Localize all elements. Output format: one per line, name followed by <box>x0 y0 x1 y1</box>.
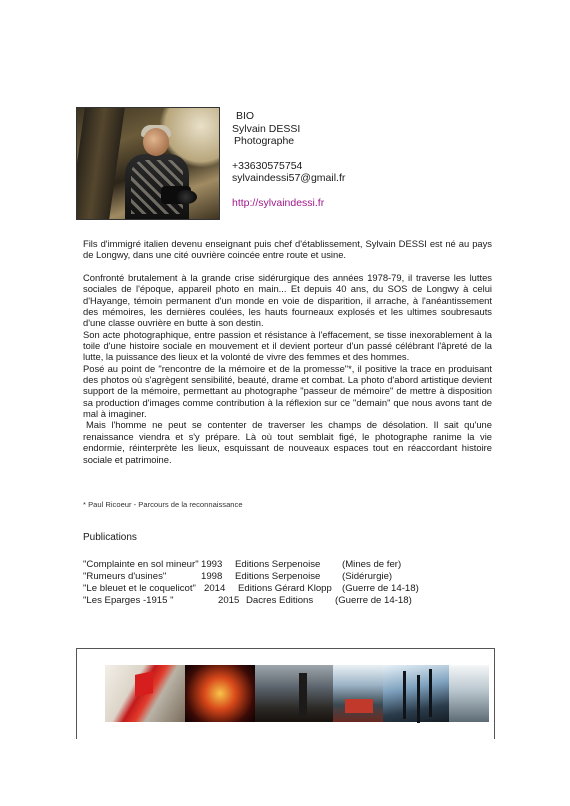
publication-publisher: Editions Serpenoise <box>235 571 321 582</box>
publication-publisher: Dacres Editions <box>246 595 314 606</box>
website-link[interactable]: http://sylvaindessi.fr <box>232 196 325 209</box>
publication-subject: (Mines de fer) <box>342 559 402 570</box>
photo-strip <box>76 648 495 739</box>
bio-paragraphs <box>83 272 492 465</box>
publication-subject: (Sidérurgie) <box>342 571 393 582</box>
bio-name: Sylvain DESSI <box>232 122 301 135</box>
industrial-ruins-photo <box>255 665 333 722</box>
bio-phone: +33630575754 <box>232 159 303 172</box>
publication-item <box>83 595 503 607</box>
bio-role: Photographe <box>234 135 295 147</box>
publication-item <box>83 571 503 583</box>
bio-email[interactable]: sylvaindessi57@gmail.fr <box>232 172 346 184</box>
publication-publisher: Editions Serpenoise <box>235 559 321 570</box>
publications-title: Publications <box>83 532 137 543</box>
publication-subject: (Guerre de 14-18) <box>342 583 419 594</box>
publication-year: 2014 <box>204 583 226 594</box>
blast-furnace-photo <box>383 665 449 722</box>
publication-title: "Le bleuet et le coquelicot" <box>83 583 196 594</box>
paragraph: Son acte photographique, entre passion et résistance à l'effacement, se tisse inexorablement à la toile d'une histoire sociale en mouvement et il devient porteur d'un passé célébrant l'âpreté de la lutte, la puissance des lieux et la volonté de vivre des femmes et des hommes. <box>83 328 492 363</box>
publication-year: 2015 <box>218 595 240 606</box>
publication-year: 1998 <box>201 571 223 582</box>
bio-heading: BIO <box>236 110 255 122</box>
footnote: * Paul Ricoeur - Parcours de la reconnaissance <box>83 500 243 509</box>
bio-block <box>232 110 345 209</box>
publication-year: 1993 <box>201 559 223 570</box>
publication-subject: (Guerre de 14-18) <box>335 595 412 606</box>
publication-title: "Complainte en sol mineur" <box>83 559 199 570</box>
locomotive-photo <box>333 665 383 722</box>
paragraph: Confronté brutalement à la grande crise sidérurgique des années 1978-79, il traverse les luttes sociales de l'époque, appareil photo en main... Et depuis 40 ans, du SOS de Longwy à celui d'Hayange, témoin permanent d'un monde en voie de disparition, il arrache, à l'anéantissement des mémoires, les dernières coulées, les hauts fourneaux explosés et les ultimes soubresauts d'une classe ouvrière en butte à son destin. <box>83 272 492 329</box>
publication-title: "Rumeurs d'usines" <box>83 571 167 582</box>
paragraph: Mais l'homme ne peut se contenter de traverser les champs de désolation. Il sait qu'une renaissance viendra et s'y prépare. Là où tout semblait figé, le photographe ranime la vie endormie, réinterprète les lieux, esquissant de nouveaux espaces tout en réaccordant histoire sociale et patrimoine. <box>83 419 492 465</box>
publication-title: "Les Eparges -1915 " <box>83 595 174 606</box>
publication-item <box>83 559 503 571</box>
portrait-photo <box>76 107 220 220</box>
publication-item <box>83 583 503 595</box>
intro-paragraph: Fils d'immigré italien devenu enseignant puis chef d'établissement, Sylvain DESSI est né au pays de Longwy, dans une cité ouvrière coincée entre route et usine. <box>83 238 492 261</box>
paragraph: Posé au point de "rencontre de la mémoire et de la promesse"*, il positive la trace en produisant des photos où s'agrègent sensibilité, beauté, drame et combat. La photo d'abord artistique devient support de la mémoire, permettant au photographe "passeur de mémoire" de mettre à disposition sa production d'images comme contribution à la réflexion sur ce "demain" que nous avons tant de mal à imaginer. <box>83 362 492 420</box>
protest-march-photo <box>105 665 185 722</box>
steel-tower-photo <box>449 665 489 722</box>
publication-publisher: Editions Gérard Klopp <box>238 583 332 594</box>
steel-pour-photo <box>185 665 255 722</box>
